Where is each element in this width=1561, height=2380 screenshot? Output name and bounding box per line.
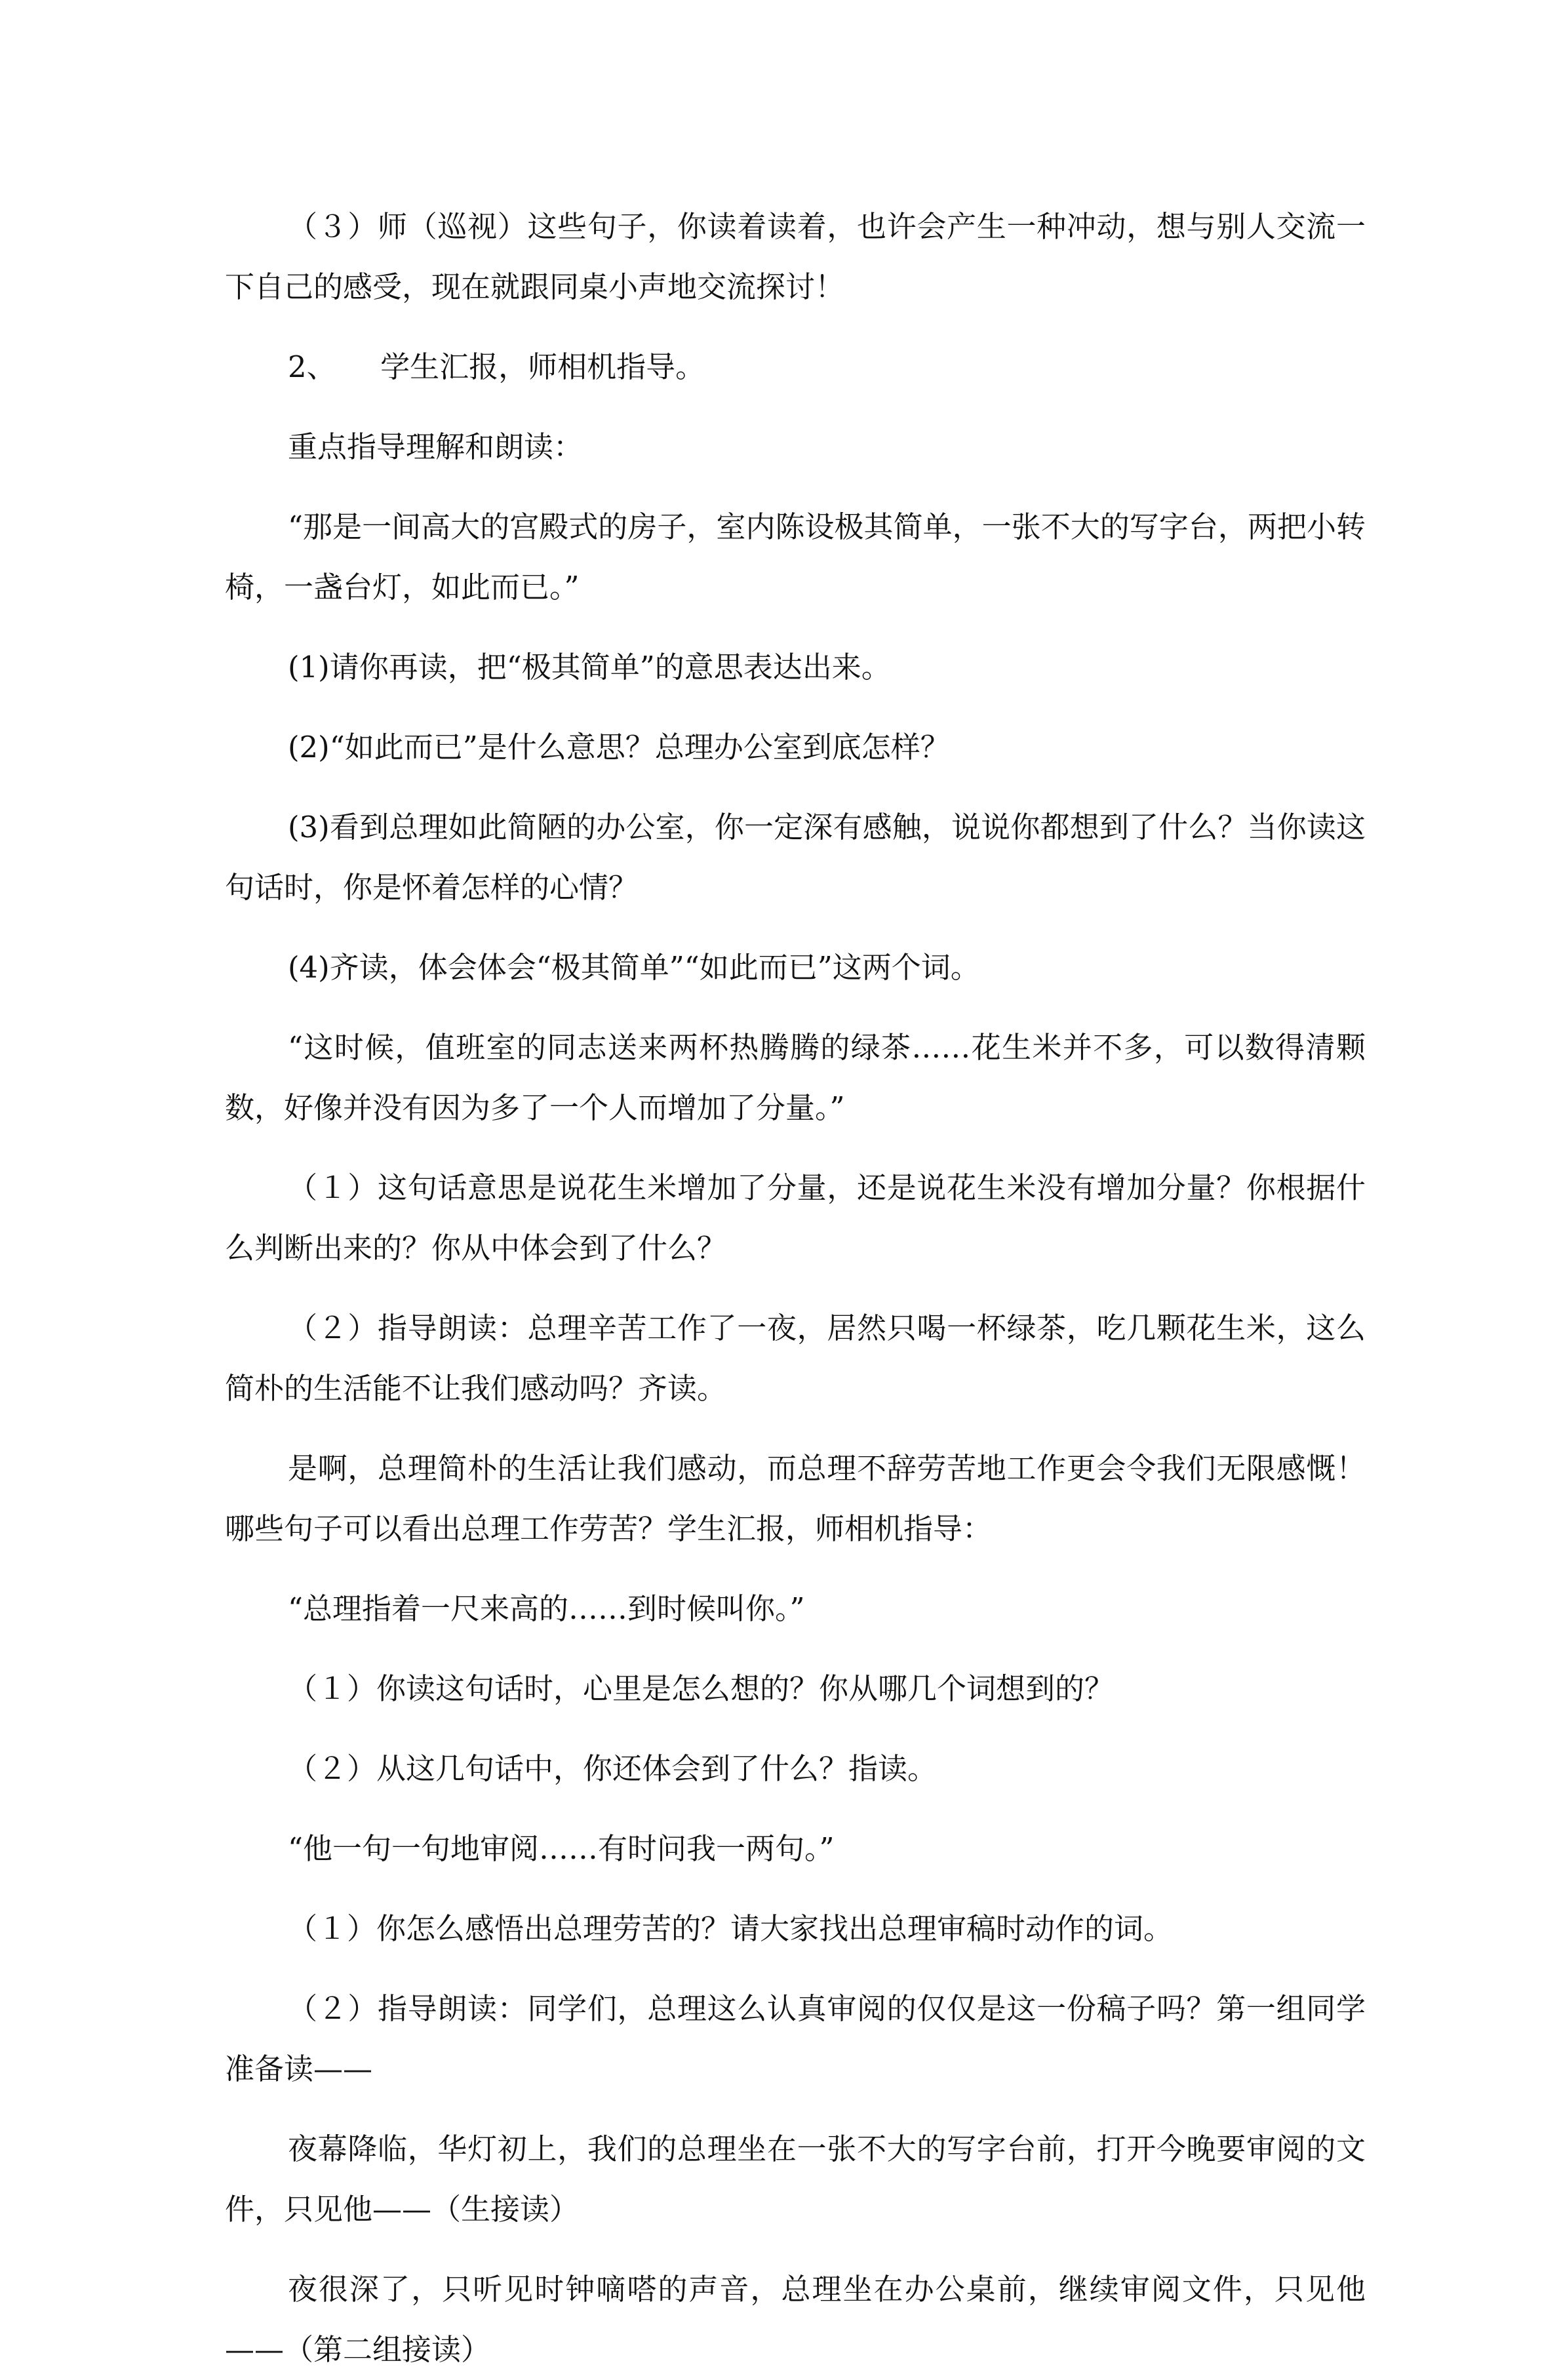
- paragraph-pointing-question-2: （２）从这几句话中，你还体会到了什么？指读。: [288, 1751, 938, 1786]
- paragraph-reviewing-question-2: （２）指导朗读：同学们，总理这么认真审阅的仅仅是这一份稿子吗？第一组同学准备读——: [225, 1991, 1366, 2086]
- paragraph-question-2: (2)“如此而已”是什么意思？总理办公室到底怎样？: [288, 730, 950, 764]
- paragraph-discussion-instruction: （３）师（巡视）这些句子，你读着读着，也许会产生一种冲动，想与别人交流一下自己的感受，现在就跟同桌小声地交流探讨！: [225, 209, 1366, 304]
- paragraph-step-2: 2、 学生汇报，师相机指导。: [288, 349, 705, 384]
- paragraph-late-night-reading: 夜很深了，只听见时钟嘀嗒的声音，总理坐在办公桌前，继续审阅文件，只见他——（第二组接读）: [225, 2272, 1366, 2367]
- paragraph-hard-work-transition: 是啊，总理简朴的生活让我们感动，而总理不辞劳苦地工作更会令我们无限感慨！哪些句子可以看出总理工作劳苦？学生汇报，师相机指导：: [225, 1451, 1366, 1546]
- paragraph-question-3: (3)看到总理如此简陋的办公室，你一定深有感触，说说你都想到了什么？当你读这句话时，你是怀着怎样的心情？: [225, 810, 1366, 905]
- paragraph-question-4: (4)齐读，体会体会“极其简单”“如此而已”这两个词。: [288, 950, 980, 985]
- paragraph-quote-reviewing: “他一句一句地审阅……有时问我一两句。”: [288, 1831, 835, 1866]
- paragraph-pointing-question-1: （１）你读这句话时，心里是怎么想的？你从哪几个词想到的？: [288, 1671, 1115, 1706]
- paragraph-reading-guidance-tea: （２）指导朗读：总理辛苦工作了一夜，居然只喝一杯绿茶，吃几颗花生米，这么简朴的生活能不让我们感动吗？齐读。: [225, 1311, 1366, 1406]
- paragraph-reviewing-question-1: （１）你怎么感悟出总理劳苦的？请大家找出总理审稿时动作的词。: [288, 1911, 1174, 1946]
- paragraph-nightfall-reading: 夜幕降临，华灯初上，我们的总理坐在一张不大的写字台前，打开今晚要审阅的文件，只见他——（生接读）: [225, 2132, 1366, 2227]
- paragraph-quote-office: “那是一间高大的宫殿式的房子，室内陈设极其简单，一张不大的写字台，两把小转椅，一盏台灯，如此而已。”: [225, 509, 1366, 605]
- paragraph-quote-green-tea: “这时候，值班室的同志送来两杯热腾腾的绿茶……花生米并不多，可以数得清颗数，好像并没有因为多了一个人而增加了分量。”: [225, 1030, 1366, 1125]
- paragraph-peanut-question: （１）这句话意思是说花生米增加了分量，还是说花生米没有增加分量？你根据什么判断出来的？你从中体会到了什么？: [225, 1170, 1366, 1265]
- paragraph-quote-pointing: “总理指着一尺来高的……到时候叫你。”: [288, 1591, 805, 1626]
- paragraph-key-guidance-heading: 重点指导理解和朗读：: [288, 429, 583, 464]
- document-body: [225, 197, 1366, 2380]
- paragraph-question-1: (1)请你再读，把“极其简单”的意思表达出来。: [288, 650, 891, 684]
